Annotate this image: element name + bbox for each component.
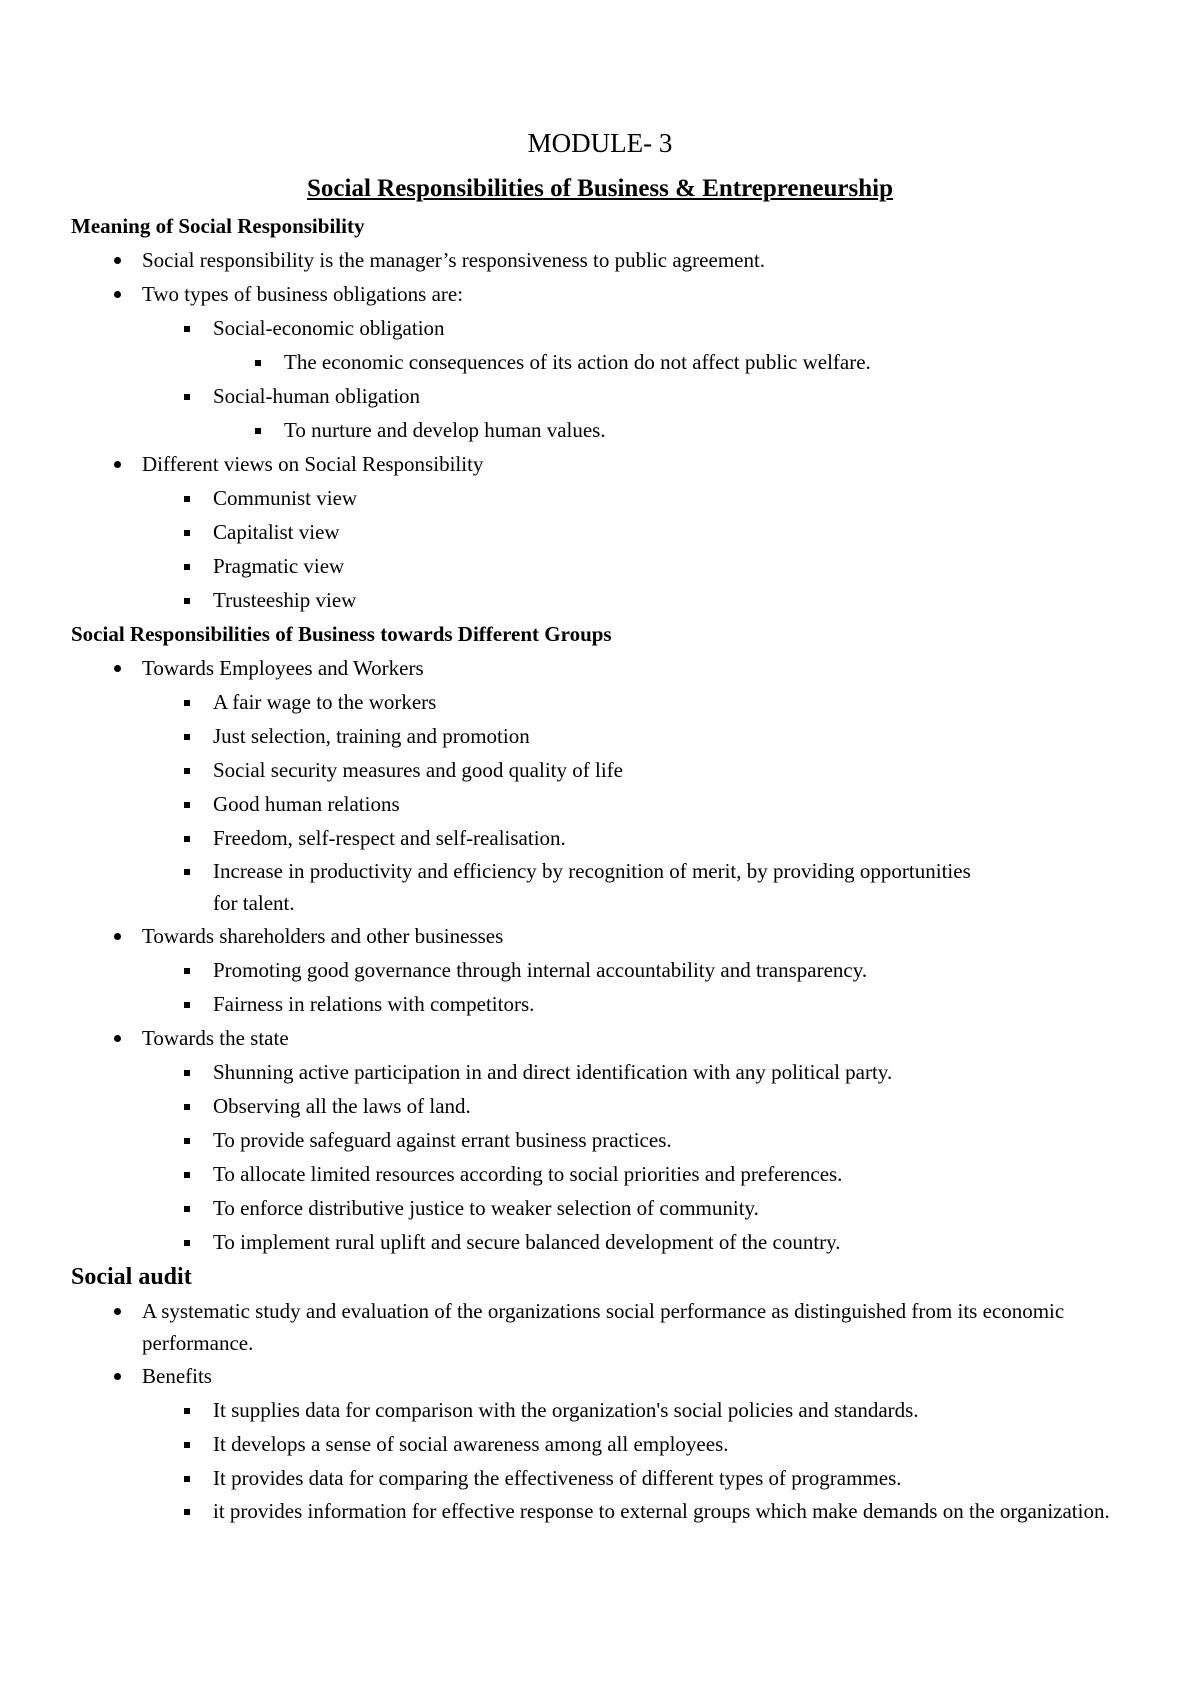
list-item	[71, 651, 1141, 685]
bullet-square-icon	[177, 753, 197, 787]
list-item-text: Social-economic obligation	[213, 316, 445, 340]
bullet-dot-icon	[107, 1295, 127, 1327]
list-item-text: A systematic study and evaluation of the organizations social performance as distinguished from its economic performance.	[142, 1299, 1065, 1355]
bullet-dot-icon	[107, 277, 127, 311]
bullet-square-icon	[177, 1427, 197, 1461]
list-item	[71, 1393, 1141, 1427]
bullet-square-icon	[248, 413, 268, 447]
list-item-text: Two types of business obligations are:	[142, 282, 464, 306]
document-title: Social Responsibilities of Business & Entrepreneurship	[307, 175, 893, 202]
section-heading-audit: Social audit	[71, 1264, 192, 1290]
list-item	[71, 953, 1141, 987]
list-item-text: Observing all the laws of land.	[213, 1094, 471, 1118]
list-item	[71, 855, 1141, 919]
list-item	[71, 311, 1141, 345]
list-item	[71, 1461, 1141, 1495]
document-body	[71, 209, 1141, 1527]
list-item	[71, 987, 1141, 1021]
list-item-text: Just selection, training and promotion	[213, 724, 530, 748]
bullet-square-icon	[177, 1089, 197, 1123]
list-item-text: To provide safeguard against errant business practices.	[213, 1128, 672, 1152]
module-title: MODULE- 3	[527, 128, 673, 158]
bullet-square-icon	[248, 345, 268, 379]
bullet-square-icon	[177, 685, 197, 719]
bullet-square-icon	[177, 549, 197, 583]
bullet-square-icon	[177, 515, 197, 549]
list-item-text: Towards the state	[142, 1026, 289, 1050]
list-item	[71, 243, 1141, 277]
list-item-text: Towards Employees and Workers	[142, 656, 424, 680]
list-item	[71, 345, 1141, 379]
list-item-text: Increase in productivity and efficiency by recognition of merit, by providing opportunities for talent.	[213, 859, 971, 915]
list-item	[71, 549, 1141, 583]
list-item-text: Social security measures and good quality of life	[213, 758, 623, 782]
list-item	[71, 481, 1141, 515]
bullet-square-icon	[177, 953, 197, 987]
list-item-text: Different views on Social Responsibility	[142, 452, 484, 476]
list-item-text: it provides information for effective response to external groups which make demands on the organization.	[213, 1499, 1110, 1523]
bullet-square-icon	[177, 311, 197, 345]
list-item	[71, 277, 1141, 311]
list-item	[71, 787, 1141, 821]
list-item	[71, 1055, 1141, 1089]
list-item	[71, 1225, 1141, 1259]
bullet-square-icon	[177, 855, 197, 887]
list-item-text: Trusteeship view	[213, 588, 357, 612]
list-item	[71, 413, 1141, 447]
list-item-text: Social-human obligation	[213, 384, 421, 408]
list-item	[71, 753, 1141, 787]
list-item-text: It supplies data for comparison with the organization's social policies and standards.	[213, 1398, 919, 1422]
list-item-text: It develops a sense of social awareness among all employees.	[213, 1432, 729, 1456]
bullet-square-icon	[177, 1157, 197, 1191]
list-item	[71, 1021, 1141, 1055]
list-item	[71, 583, 1141, 617]
list-item	[71, 1495, 1141, 1527]
list-item	[71, 719, 1141, 753]
list-item	[71, 1295, 1141, 1359]
bullet-square-icon	[177, 481, 197, 515]
list-item-text: Towards shareholders and other businesses	[142, 924, 504, 948]
list-item	[71, 1427, 1141, 1461]
bullet-square-icon	[177, 1495, 197, 1527]
bullet-square-icon	[177, 1123, 197, 1157]
bullet-square-icon	[177, 987, 197, 1021]
bullet-dot-icon	[107, 1021, 127, 1055]
list-item-text: To enforce distributive justice to weaker selection of community.	[213, 1196, 759, 1220]
bullet-square-icon	[177, 787, 197, 821]
list-item-text: Shunning active participation in and direct identification with any political party.	[213, 1060, 893, 1084]
list-item	[71, 1157, 1141, 1191]
bullet-square-icon	[177, 583, 197, 617]
list-item-text: It provides data for comparing the effectiveness of different types of programmes.	[213, 1466, 902, 1490]
bullet-square-icon	[177, 379, 197, 413]
list-item	[71, 1359, 1141, 1393]
bullet-square-icon	[177, 1191, 197, 1225]
list-item	[71, 447, 1141, 481]
list-item	[71, 1123, 1141, 1157]
list-item	[71, 821, 1141, 855]
bullet-square-icon	[177, 1055, 197, 1089]
list-item-text: Social responsibility is the manager’s responsiveness to public agreement.	[142, 248, 766, 272]
list-item	[71, 515, 1141, 549]
list-item	[71, 379, 1141, 413]
bullet-square-icon	[177, 1225, 197, 1259]
list-item-text: Promoting good governance through internal accountability and transparency.	[213, 958, 868, 982]
list-item-text: To nurture and develop human values.	[284, 418, 606, 442]
bullet-square-icon	[177, 821, 197, 855]
list-item-text: Communist view	[213, 486, 358, 510]
list-item-text: Freedom, self-respect and self-realisation.	[213, 826, 566, 850]
bullet-square-icon	[177, 719, 197, 753]
list-item-text: Good human relations	[213, 792, 400, 816]
list-item	[71, 919, 1141, 953]
list-item-text: Fairness in relations with competitors.	[213, 992, 535, 1016]
list-item-text: A fair wage to the workers	[213, 690, 437, 714]
list-item-text: Benefits	[142, 1364, 212, 1388]
bullet-dot-icon	[107, 1359, 127, 1393]
list-item-text: Pragmatic view	[213, 554, 345, 578]
bullet-square-icon	[177, 1393, 197, 1427]
list-item	[71, 1089, 1141, 1123]
bullet-dot-icon	[107, 243, 127, 277]
list-item	[71, 1191, 1141, 1225]
bullet-dot-icon	[107, 447, 127, 481]
list-item-text: To allocate limited resources according to social priorities and preferences.	[213, 1162, 843, 1186]
list-item-text: To implement rural uplift and secure balanced development of the country.	[213, 1230, 841, 1254]
bullet-dot-icon	[107, 919, 127, 953]
section-heading-meaning: Meaning of Social Responsibility	[71, 214, 365, 238]
section-heading-groups: Social Responsibilities of Business towards Different Groups	[71, 622, 612, 646]
list-item-text: The economic consequences of its action do not affect public welfare.	[284, 350, 871, 374]
bullet-square-icon	[177, 1461, 197, 1495]
bullet-dot-icon	[107, 651, 127, 685]
list-item	[71, 685, 1141, 719]
list-item-text: Capitalist view	[213, 520, 340, 544]
